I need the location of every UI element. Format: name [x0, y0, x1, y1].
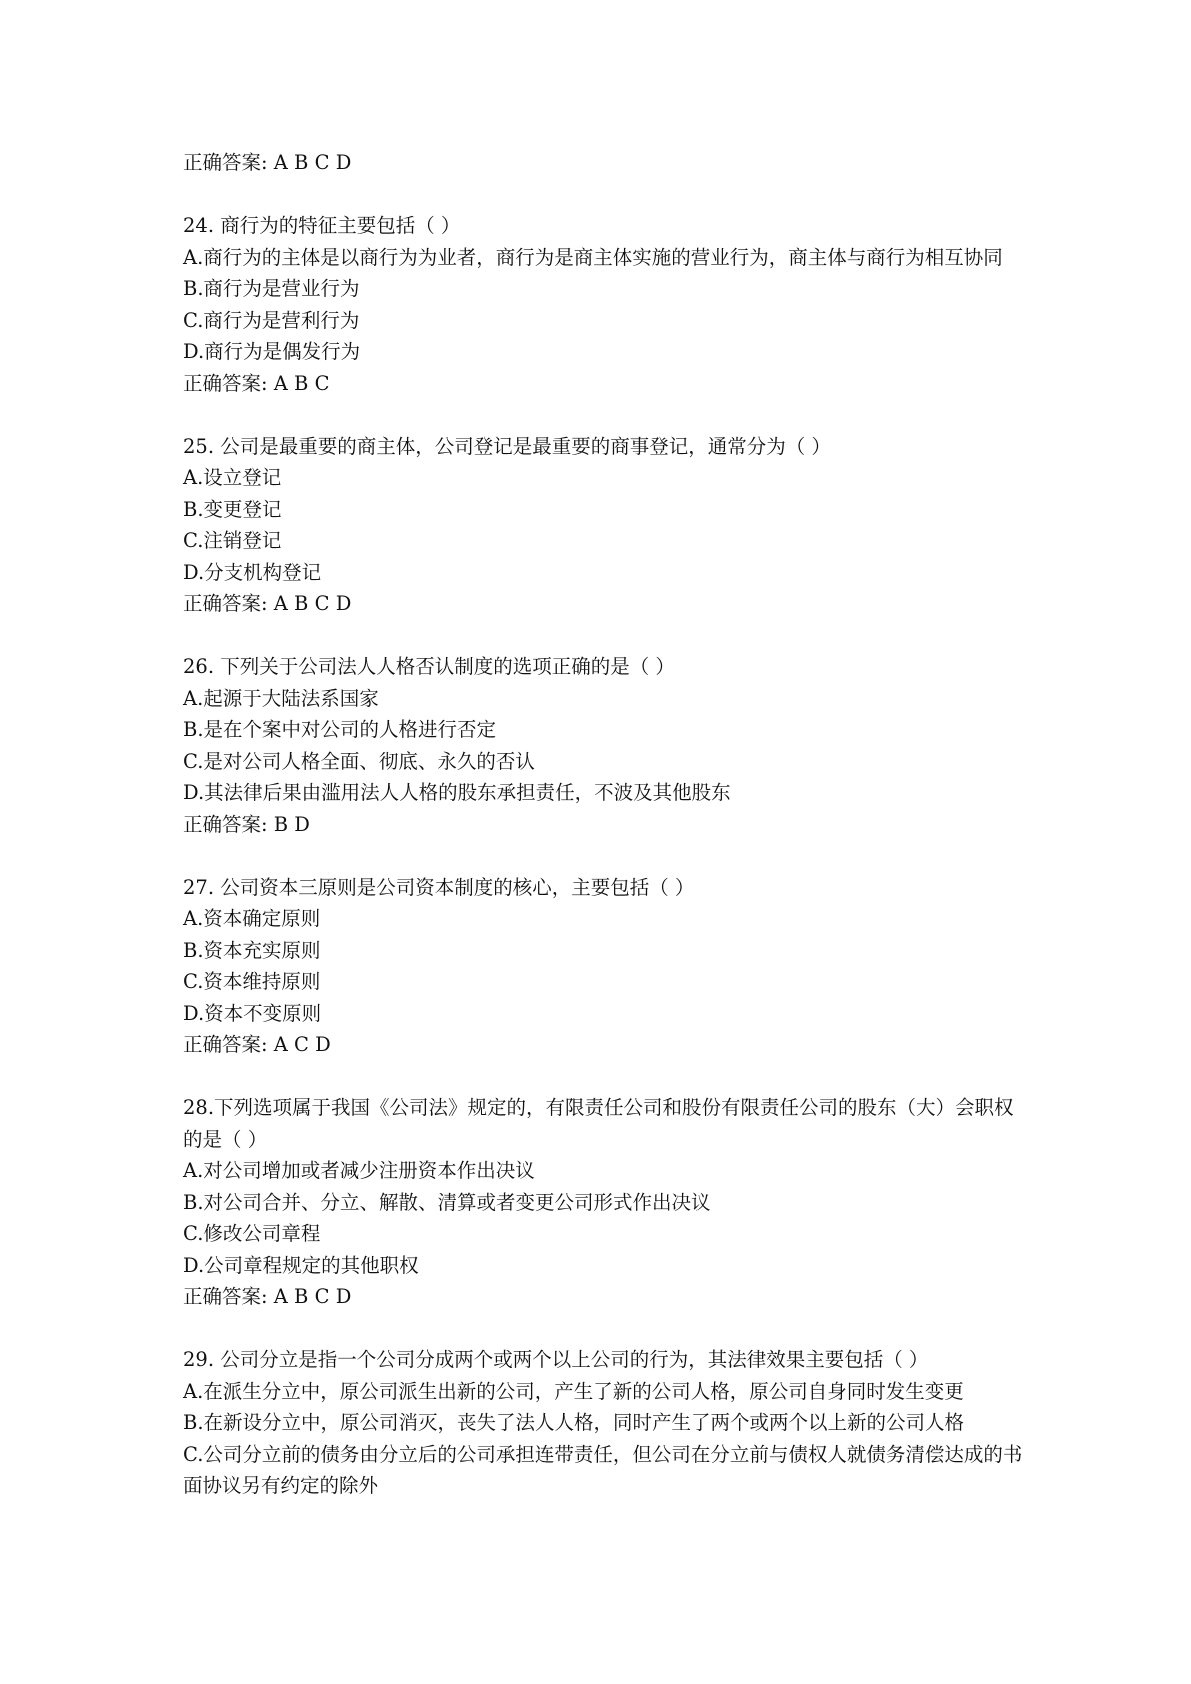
answer-line-23: 正确答案: A B C D: [183, 151, 352, 174]
answer-line-28: 正确答案: A B C D: [183, 1285, 352, 1308]
question-stem-24: 24. 商行为的特征主要包括（ ）: [183, 214, 461, 237]
question-block-25: [183, 431, 1023, 620]
option-29-a: A.在派生分立中，原公司派生出新的公司，产生了新的公司人格，原公司自身同时发生变更: [183, 1379, 964, 1403]
option-26-b: B.是在个案中对公司的人格进行否定: [183, 718, 497, 741]
option-26-c: C.是对公司人格全面、彻底、永久的否认: [183, 749, 535, 773]
answer-line-25: 正确答案: A B C D: [183, 592, 352, 615]
option-24-a: A.商行为的主体是以商行为为业者，商行为是商主体实施的营业行为，商主体与商行为相互协同: [183, 245, 1003, 269]
option-27-c: C.资本维持原则: [183, 970, 321, 993]
option-28-c: C.修改公司章程: [183, 1222, 321, 1245]
option-29-b: B.在新设分立中，原公司消灭，丧失了法人人格，同时产生了两个或两个以上新的公司人格: [183, 1411, 965, 1434]
spacer: [183, 179, 1023, 211]
question-stem-27: 27. 公司资本三原则是公司资本制度的核心，主要包括（ ）: [183, 875, 695, 899]
document-body: [183, 147, 1023, 1502]
option-25-c: C.注销登记: [183, 529, 282, 552]
option-28-a: A.对公司增加或者减少注册资本作出决议: [183, 1159, 535, 1182]
option-25-b: B.变更登记: [183, 497, 282, 521]
option-27-b: B.资本充实原则: [183, 938, 321, 962]
question-block-28: [183, 1092, 1023, 1313]
option-29-c: C.公司分立前的债务由分立后的公司承担连带责任，但公司在分立前与债权人就债务清偿达成的书面协议另有约定的除外: [183, 1442, 1023, 1497]
question-block-24: [183, 210, 1023, 399]
question-stem-25: 25. 公司是最重要的商主体，公司登记是最重要的商事登记，通常分为（ ）: [183, 434, 831, 458]
option-27-d: D.资本不变原则: [183, 1001, 322, 1025]
answer-line-26: 正确答案: B D: [183, 812, 310, 836]
question-stem-26: 26. 下列关于公司法人人格否认制度的选项正确的是（ ）: [183, 655, 675, 678]
question-block-27: [183, 872, 1023, 1061]
question-block-26: [183, 651, 1023, 840]
option-25-d: D.分支机构登记: [183, 560, 322, 584]
spacer: [183, 1061, 1023, 1093]
spacer: [183, 620, 1023, 652]
option-26-d: D.其法律后果由滥用法人人格的股东承担责任，不波及其他股东: [183, 781, 731, 804]
question-stem-29: 29. 公司分立是指一个公司分成两个或两个以上公司的行为，其法律效果主要包括（ ）: [183, 1348, 929, 1371]
question-block-29: [183, 1344, 1023, 1502]
question-stem-28: 28.下列选项属于我国《公司法》规定的，有限责任公司和股份有限责任公司的股东（大）会职权的是（ ）: [183, 1096, 1014, 1151]
spacer: [183, 1313, 1023, 1345]
option-27-a: A.资本确定原则: [183, 907, 321, 930]
option-28-d: D.公司章程规定的其他职权: [183, 1253, 419, 1277]
option-24-d: D.商行为是偶发行为: [183, 340, 361, 363]
answer-line-27: 正确答案: A C D: [183, 1033, 331, 1056]
answer-line-24: 正确答案: A B C: [183, 371, 330, 395]
option-24-b: B.商行为是营业行为: [183, 277, 360, 300]
spacer: [183, 399, 1023, 431]
option-24-c: C.商行为是营利行为: [183, 308, 360, 332]
option-25-a: A.设立登记: [183, 466, 282, 489]
spacer: [183, 840, 1023, 872]
option-26-a: A.起源于大陆法系国家: [183, 686, 379, 710]
option-28-b: B.对公司合并、分立、解散、清算或者变更公司形式作出决议: [183, 1190, 711, 1214]
